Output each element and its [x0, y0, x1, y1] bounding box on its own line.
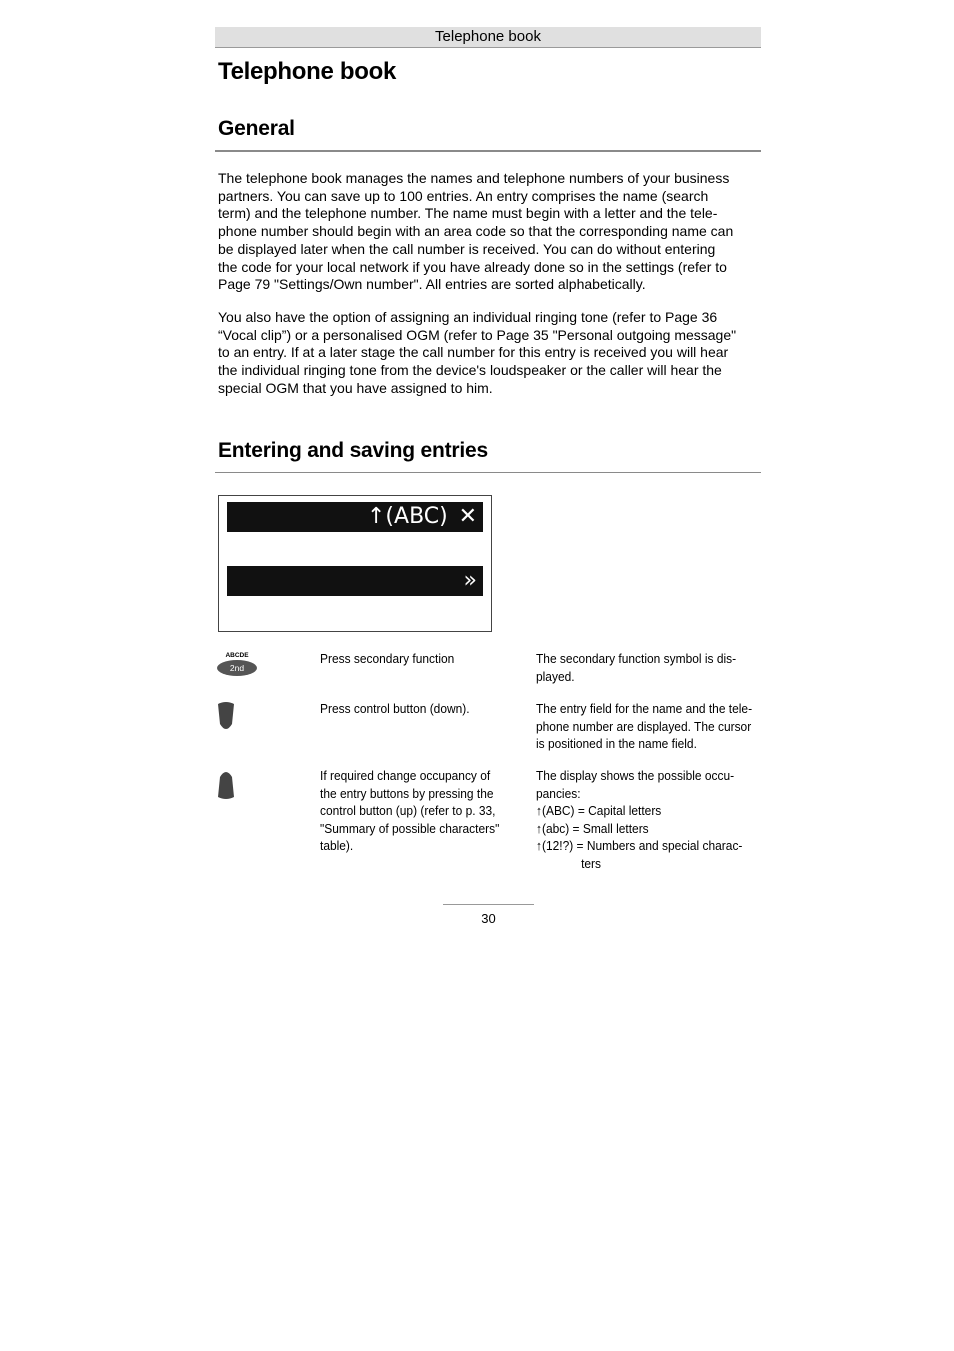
text-line: Press secondary function: [320, 651, 455, 666]
text-line: ters: [581, 855, 602, 871]
control-button-down-icon: [215, 700, 275, 739]
text-line: is positioned in the name field.: [536, 736, 697, 752]
occupancy-mode: ↑(12!?): [536, 838, 577, 854]
text-line: The secondary function symbol is dis-: [536, 651, 737, 666]
text-line: If required change occupancy of: [320, 768, 491, 783]
step-result: [536, 767, 757, 873]
lcd-row-telephone: [227, 566, 483, 623]
text-line: the entry buttons by pressing the: [320, 785, 494, 801]
page-number: 30: [481, 911, 496, 926]
step-control-down: [215, 700, 761, 760]
text-line: special OGM that you have assigned to him.: [218, 379, 493, 396]
text-line: partners. You can save up to 100 entries. An entry comprises the name (search: [218, 187, 709, 204]
key-label: 2nd: [229, 663, 245, 673]
general-paragraph-1: [218, 170, 761, 294]
step-action: [320, 767, 499, 855]
lcd-display: [218, 495, 492, 632]
text-line: phone number should begin with an area code so that the corresponding name can: [218, 223, 734, 240]
text-line: The entry field for the name and the tele-: [536, 701, 753, 716]
step-result: [536, 650, 757, 685]
occupancy-mode: ↑(abc): [536, 820, 573, 836]
occupancy-row: [536, 837, 757, 855]
occupancy-continuation: [536, 855, 757, 873]
lcd-row-name-value: [227, 534, 483, 564]
close-icon: ✕: [458, 504, 477, 529]
text-line: You also have the option of assigning an individual ringing tone (refer to Page 36: [218, 309, 718, 325]
occupancy-row: [536, 820, 757, 838]
lcd-row-name: [227, 502, 483, 559]
text-line: term) and the telephone number. The name must begin with a letter and the tele-: [218, 205, 718, 222]
text-line: The telephone book manages the names and telephone numbers of your business: [218, 170, 730, 186]
text-line: The display shows the possible occu-: [536, 768, 735, 783]
occupancy-row: [536, 802, 757, 820]
text-line: phone number are displayed. The cursor: [536, 718, 752, 734]
key-top-label: ABCDE: [225, 652, 249, 659]
section-rule-general: [215, 150, 761, 152]
occupancy-meaning: = Numbers and special charac-: [576, 838, 743, 854]
text-line: "Summary of possible characters": [320, 820, 500, 836]
text-line: Press control button (down).: [320, 701, 470, 716]
page-title: Telephone book: [218, 58, 397, 85]
lcd-telephone-label: Telephone number:: [254, 598, 467, 623]
lcd-input-mode: ↑(ABC): [367, 504, 448, 529]
text-line: Page 79 "Settings/Own number". All entries are sorted alphabetically.: [218, 276, 646, 293]
secondary-function-key-icon: [215, 650, 275, 685]
text-line: played.: [536, 668, 575, 684]
text-line: table).: [320, 838, 354, 854]
lcd-name-label: Name:: [254, 534, 328, 559]
section-heading-general: General: [218, 117, 295, 140]
text-line: pancies:: [536, 785, 581, 801]
running-header: Telephone book: [215, 27, 761, 48]
step-control-up: [215, 767, 761, 877]
control-button-up-icon: [215, 767, 275, 806]
text-line: “Vocal clip”) or a personalised OGM (refer to Page 35 "Personal outgoing message": [218, 326, 737, 343]
section-heading-entering: Entering and saving entries: [218, 439, 488, 462]
text-line: the code for your local network if you have already done so in the settings (refer to: [218, 258, 727, 275]
footer-rule: [443, 904, 534, 905]
occupancy-meaning: = Capital letters: [577, 803, 662, 819]
step-action: [320, 700, 499, 718]
double-chevron-right-icon: »: [463, 568, 477, 593]
step-result: [536, 700, 757, 753]
step-secondary-function: [215, 650, 761, 695]
text-line: the individual ringing tone from the device's loudspeaker or the caller will hear the: [218, 362, 722, 379]
text-line: control button (up) (refer to p. 33,: [320, 803, 496, 819]
text-line: be displayed later when the call number is received. You can do without entering: [218, 240, 716, 257]
step-action: [320, 650, 499, 668]
occupancy-mode: ↑(ABC): [536, 803, 578, 819]
text-line: to an entry. If at a later stage the call number for this entry is received you will hear: [218, 344, 729, 361]
occupancy-meaning: = Small letters: [572, 820, 649, 836]
section-rule-entering: [215, 472, 761, 473]
general-paragraph-2: [218, 309, 761, 398]
